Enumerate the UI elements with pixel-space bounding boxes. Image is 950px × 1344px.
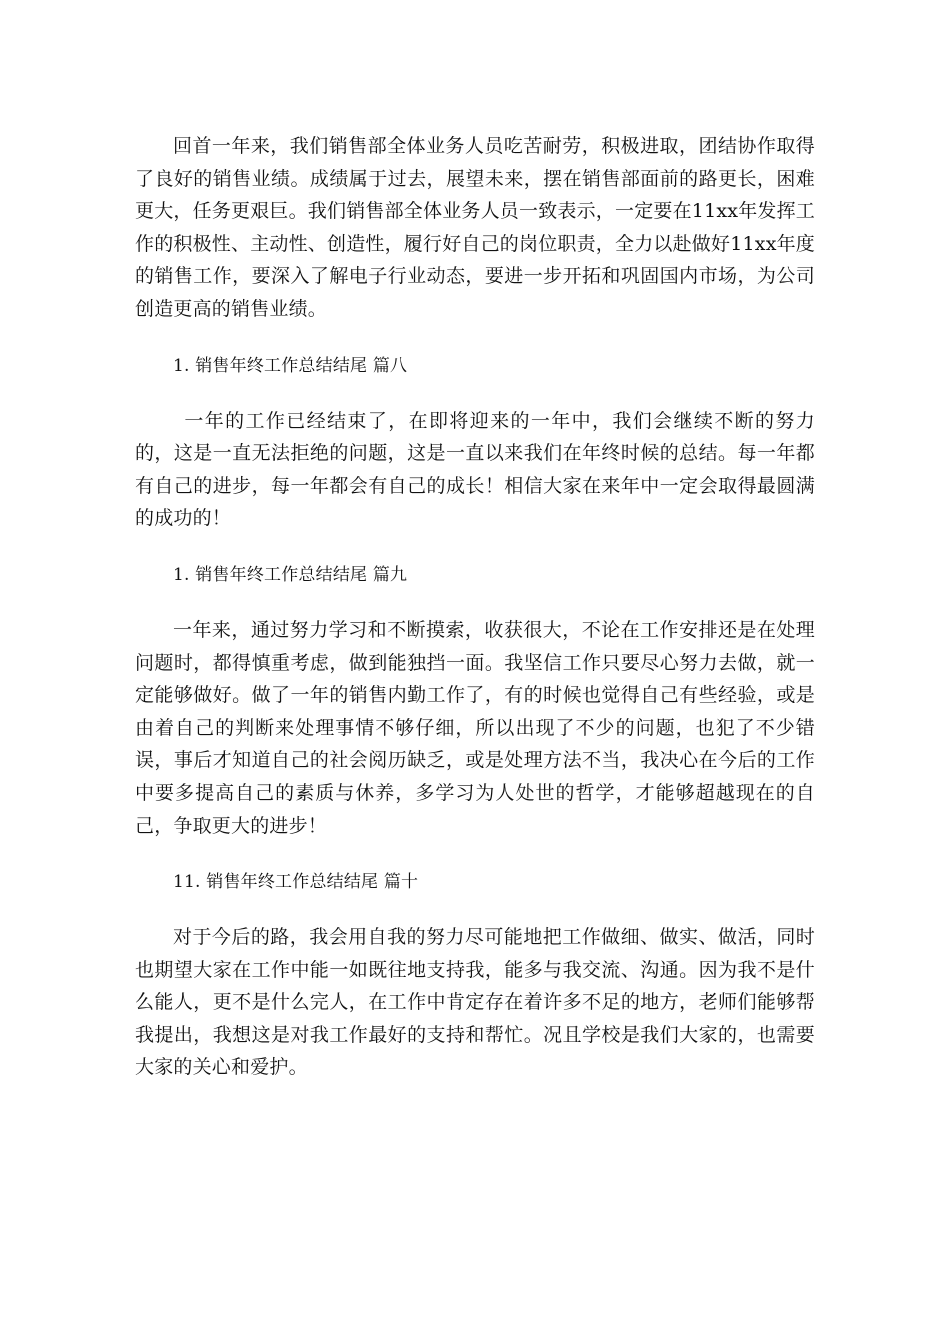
paragraph-part-eight: 一年的工作已经结束了，在即将迎来的一年中，我们会继续不断的努力的，这是一直无法拒绝的问题，这是一直以来我们在年终时候的总结。每一年都有自己的进步，每一年都会有自己的成长！相信大家在来年中一定会取得最圆满的成功的！ [135,409,815,530]
section-heading-part-eight: 1. 销售年终工作总结结尾 篇八 [173,355,408,376]
section-heading-part-nine: 1. 销售年终工作总结结尾 篇九 [173,564,408,585]
section-heading-part-ten: 11. 销售年终工作总结结尾 篇十 [173,872,419,893]
paragraph-summary-intro: 回首一年来，我们销售部全体业务人员吃苦耐劳，积极进取，团结协作取得了良好的销售业绩。成绩属于过去，展望未来，摆在销售部面前的路更长，困难更大，任务更艰巨。我们销售部全体业务人员一致表示，一定要在11xx年发挥工作的积极性、主动性、创造性，履行好自己的岗位职责，全力以赴做好11xx年度的销售工作，要深入了解电子行业动态，要进一步开拓和巩固国内市场，为公司创造更高的销售业绩。 [135,135,816,320]
paragraph-part-nine: 一年来，通过努力学习和不断摸索，收获很大，不论在工作安排还是在处理问题时，都得慎重考虑，做到能独挡一面。我坚信工作只要尽心努力去做，就一定能够做好。做了一年的销售内勤工作了，有的时候也觉得自己有些经验，或是由着自己的判断来处理事情不够仔细，所以出现了不少的问题，也犯了不少错误，事后才知道自己的社会阅历缺乏，或是处理方法不当，我决心在今后的工作中要多提高自己的素质与休养，多学习为人处世的哲学，才能够超越现在的自己，争取更大的进步！ [135,618,815,837]
document-page [135,130,815,1084]
paragraph-part-ten: 对于今后的路，我会用自我的努力尽可能地把工作做细、做实、做活，同时也期望大家在工作中能一如既往地支持我，能多与我交流、沟通。因为我不是什么能人，更不是什么完人，在工作中肯定存在着许多不足的地方，老师们能够帮我提出，我想这是对我工作最好的支持和帮忙。况且学校是我们大家的，也需要大家的关心和爱护。 [135,926,815,1079]
